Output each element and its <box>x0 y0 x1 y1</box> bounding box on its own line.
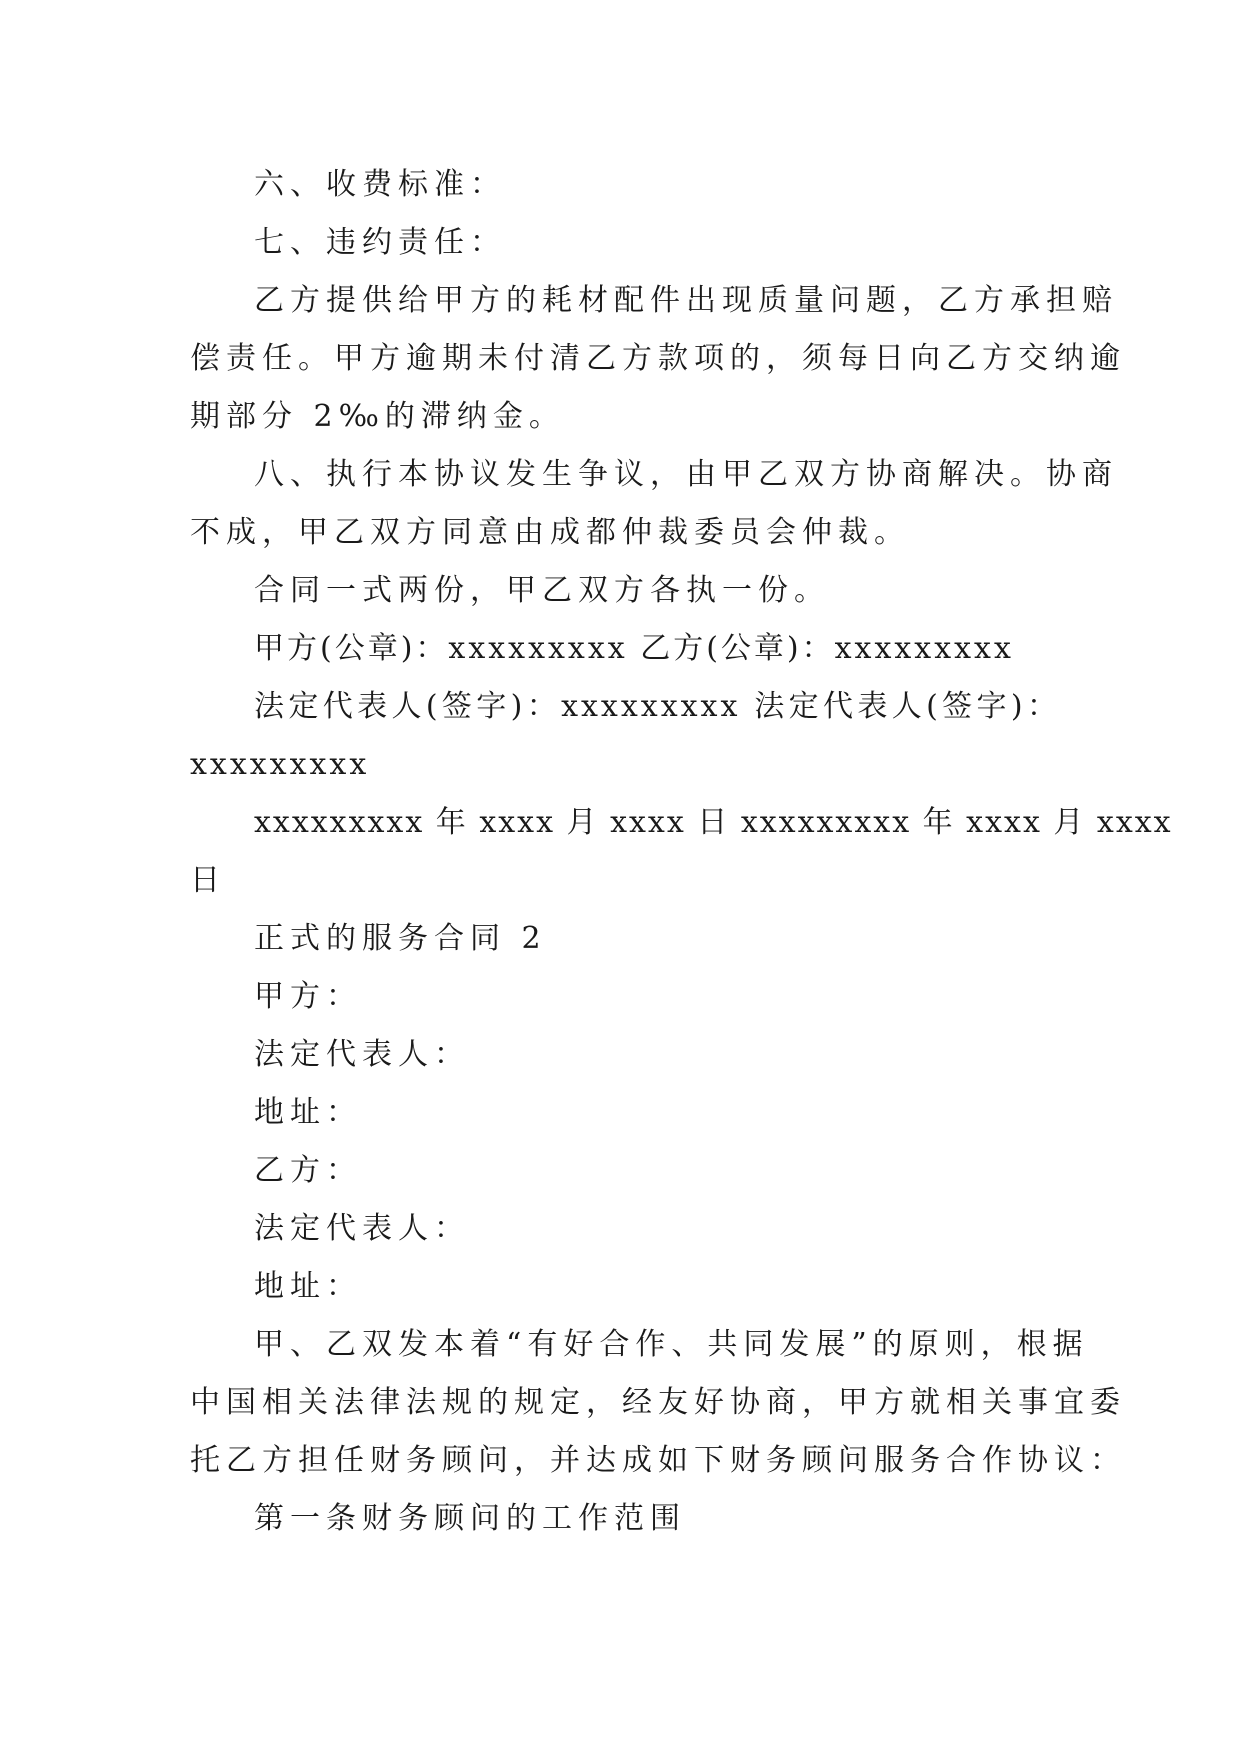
contract-title: 正式的服务合同 2 <box>254 921 547 956</box>
preamble-line: 中国相关法律法规的规定，经友好协商，甲方就相关事宜委 <box>190 1385 1126 1420</box>
party-b-representative: 法定代表人： <box>254 1211 470 1246</box>
date-line-continued: 日 <box>190 863 226 898</box>
preamble-line: 托乙方担任财务顾问，并达成如下财务顾问服务合作协议： <box>190 1443 1126 1478</box>
section-seven-heading: 七、违约责任： <box>254 225 506 260</box>
party-b-address: 地址： <box>254 1269 362 1304</box>
paragraph-line: 合同一式两份，甲乙双方各执一份。 <box>254 573 830 608</box>
signature-line: 法定代表人(签字)：xxxxxxxxx 法定代表人(签字)： <box>254 689 1060 724</box>
date-line: xxxxxxxxx 年 xxxx 月 xxxx 日 xxxxxxxxx 年 xxxx 月 xxxx <box>254 805 1173 840</box>
paragraph-line: 期部分 2‰的滞纳金。 <box>190 399 565 434</box>
party-a-representative: 法定代表人： <box>254 1037 470 1072</box>
preamble-line: 甲、乙双发本着“有好合作、共同发展”的原则，根据 <box>254 1327 1089 1362</box>
article-one-heading: 第一条财务顾问的工作范围 <box>254 1501 686 1536</box>
signature-line-continued: xxxxxxxxx <box>190 747 370 782</box>
seal-line: 甲方(公章)：xxxxxxxxx 乙方(公章)：xxxxxxxxx <box>254 631 1014 666</box>
paragraph-line: 乙方提供给甲方的耗材配件出现质量问题，乙方承担赔 <box>254 283 1118 318</box>
section-six-heading: 六、收费标准： <box>254 167 506 202</box>
party-a-label: 甲方： <box>254 979 362 1014</box>
party-b-label: 乙方： <box>254 1153 362 1188</box>
party-a-address: 地址： <box>254 1095 362 1130</box>
section-eight-line: 八、执行本协议发生争议，由甲乙双方协商解决。协商 <box>254 457 1118 492</box>
paragraph-line: 不成，甲乙双方同意由成都仲裁委员会仲裁。 <box>190 515 910 550</box>
paragraph-line: 偿责任。甲方逾期未付清乙方款项的，须每日向乙方交纳逾 <box>190 341 1126 376</box>
